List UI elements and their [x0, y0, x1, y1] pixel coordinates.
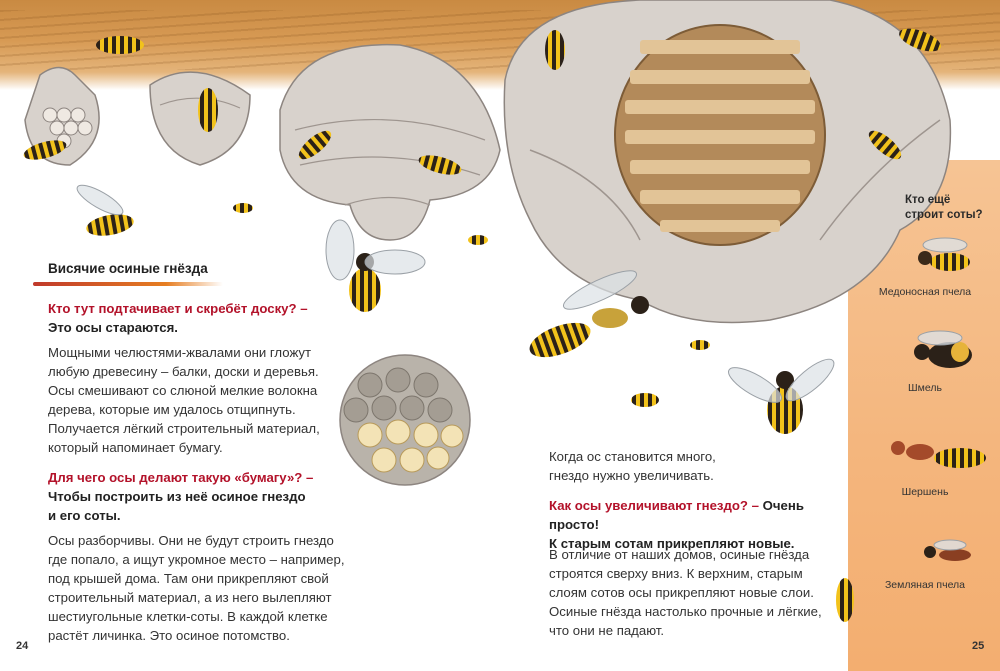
intro-paragraph — [549, 447, 849, 485]
answer-3: К старым сотам прикрепляют новые. — [549, 536, 795, 551]
insect-label-hornet: Шершень — [901, 486, 949, 498]
sidebar-title — [905, 193, 995, 223]
question-1-block — [48, 299, 378, 337]
answer-2: Чтобы построить из неё осиное гнездо — [48, 489, 306, 504]
question-1: Кто тут подтачивает и скребёт доску? – — [48, 301, 308, 316]
question-2: Для чего осы делают такую «бумагу»? – — [48, 470, 314, 485]
paragraph-1-line: Получается лёгкий строительный материал, — [48, 421, 320, 436]
paragraph-3-line: В отличие от наших домов, осиные гнёзда — [549, 547, 810, 562]
paragraph-2-line: строительный материал, а из него вылепляют — [48, 590, 332, 605]
paragraph-2-line: растёт личинка. Это осиное потомство. — [48, 628, 290, 643]
answer-1: Это осы стараются. — [48, 320, 178, 335]
question-3: Как осы увеличивают гнездо? – — [549, 498, 759, 513]
intro-line: гнездо нужно увеличивать. — [549, 468, 714, 483]
question-2-block — [48, 468, 388, 525]
answer-3-inline: Очень просто! — [549, 498, 804, 532]
insect-label-bumblebee: Шмель — [908, 382, 942, 394]
paragraph-1-line: дерева, которые им удалось отщипнуть. — [48, 402, 296, 417]
right-page — [500, 0, 1000, 671]
paragraph-2-line: шестиугольные клетки-соты. В каждой клетке — [48, 609, 328, 624]
paragraph-3-line: слоям сотов осы прикрепляют новые слои. — [549, 585, 814, 600]
paragraph-2-line: Осы разборчивы. Они не будут строить гнездо — [48, 533, 334, 548]
insect-label-honeybee: Медоносная пчела — [878, 286, 972, 298]
answer-2: и его соты. — [48, 508, 121, 523]
paragraph-1-line: Осы смешивают со слюной мелкие волокна — [48, 383, 318, 398]
paragraph-1-line: который напоминает бумагу. — [48, 440, 223, 455]
insect-label-ground-bee: Земляная пчела — [884, 579, 966, 591]
paragraph-2-line: где попало, а ищут укромное место – например, — [48, 552, 345, 567]
paragraph-3 — [549, 545, 849, 640]
paragraph-3-line: строятся сверху вниз. К верхним, старым — [549, 566, 803, 581]
page-number-right: 25 — [972, 640, 985, 652]
paragraph-3-line: что они не падают. — [549, 623, 665, 638]
paragraph-2-line: под крышей дома. Там они прикрепляют свой — [48, 571, 329, 586]
paragraph-1 — [48, 343, 378, 457]
section-heading: Висячие осиные гнёзда — [48, 261, 208, 276]
paragraph-3-line: Осиные гнёзда настолько прочные и лёгкие, — [549, 604, 822, 619]
paragraph-1-line: Мощными челюстями-жвалами они гложут — [48, 345, 312, 360]
heading-underline — [33, 282, 223, 286]
intro-line: Когда ос становится много, — [549, 449, 716, 464]
sidebar-title-line: строит соты? — [905, 209, 983, 221]
paragraph-2 — [48, 531, 408, 645]
sidebar-title-line: Кто ещё — [905, 194, 951, 206]
paragraph-1-line: любую древесину – балки, доски и деревья. — [48, 364, 319, 379]
page-number-left: 24 — [16, 640, 29, 652]
